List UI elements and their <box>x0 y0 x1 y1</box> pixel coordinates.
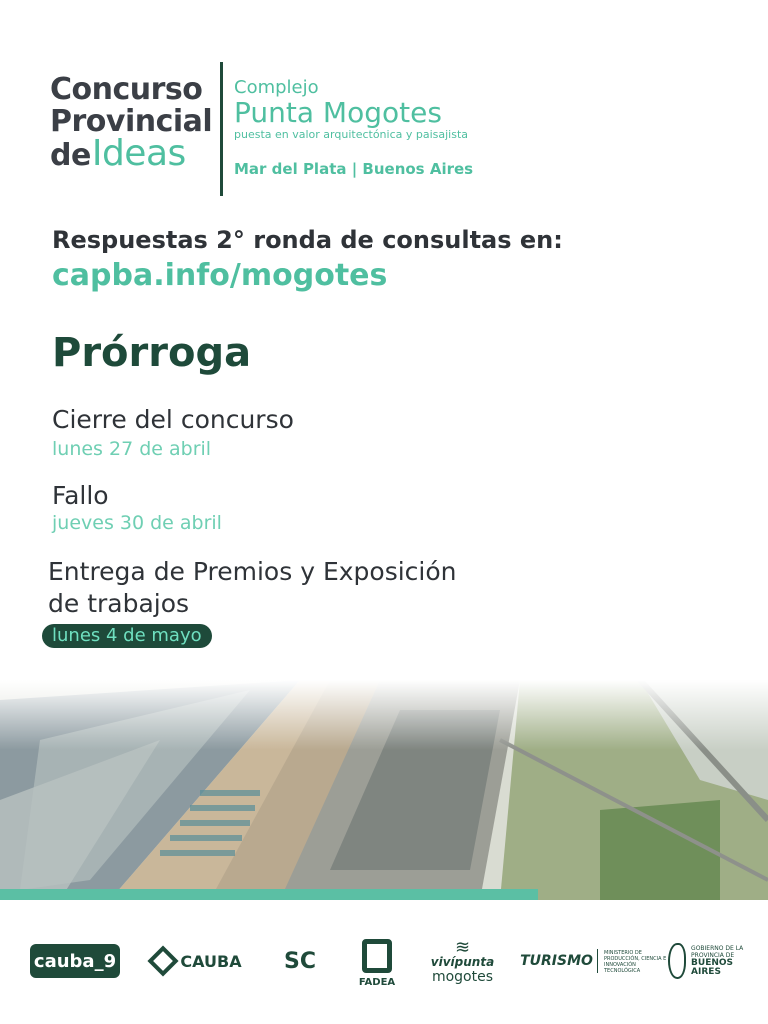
contest-header <box>50 60 510 200</box>
schedule-date-fallo: jueves 30 de abril <box>52 512 222 534</box>
title-concurso: Concurso <box>50 72 203 107</box>
gobierno-small-text: GOBIERNO DE LA PROVINCIA DE <box>691 945 744 959</box>
cauba-diamond-icon <box>148 945 179 976</box>
sponsor-logos <box>0 925 768 1005</box>
schedule-title-cierre: Cierre del concurso <box>52 405 294 434</box>
ministerio-logo: MINISTERIO DE PRODUCCIÓN, CIENCIA E INNOVACIÓN TECNOLÓGICA <box>604 950 667 974</box>
prorroga-heading: Prórroga <box>52 330 252 376</box>
gobierno-ba-text: BUENOS AIRES <box>691 958 734 977</box>
title-provincial: Provincial <box>50 104 213 139</box>
sc-logo: SC <box>284 948 316 974</box>
gobierno-buenos-aires-logo <box>668 939 748 983</box>
accent-bar <box>0 889 538 900</box>
fadea-logo-text: FADEA <box>358 976 396 988</box>
schedule-date-cierre: lunes 27 de abril <box>52 438 212 460</box>
fadea-emblem-icon <box>362 939 392 973</box>
schedule-date-entrega: lunes 4 de mayo <box>42 624 212 648</box>
vivi-logo-line2: mogotes <box>431 968 494 985</box>
vivi-logo-line1: vivípunta <box>430 954 495 969</box>
consultas-url-link[interactable]: capba.info/mogotes <box>52 258 388 293</box>
project-location: Mar del Plata | Buenos Aires <box>234 160 474 178</box>
cauba9-logo: cauba_9 <box>30 944 120 978</box>
cauba-logo-text: CAUBA <box>180 951 242 971</box>
title-ideas: Ideas <box>91 133 186 174</box>
turismo-logo: TURISMO <box>520 949 598 973</box>
title-de: de <box>50 138 91 173</box>
fadea-logo <box>352 933 402 993</box>
cauba-logo <box>152 941 242 981</box>
province-map-icon <box>668 943 686 979</box>
header-divider <box>220 62 223 196</box>
photo-fade-overlay <box>0 680 768 750</box>
consultas-label: Respuestas 2° ronda de consultas en: <box>52 226 563 254</box>
gobierno-text <box>691 945 748 977</box>
schedule-title-entrega-line1: Entrega de Premios y Exposición <box>48 557 457 586</box>
contest-title <box>50 74 220 172</box>
schedule-title-fallo: Fallo <box>52 481 109 510</box>
title-de-ideas <box>50 133 220 174</box>
project-subtitle: puesta en valor arquitectónica y paisajista <box>234 128 469 141</box>
schedule-title-entrega-line2: de trabajos <box>48 589 190 618</box>
project-name: Punta Mogotes <box>234 96 442 129</box>
wave-icon: ≋ <box>454 936 471 958</box>
vivi-punta-mogotes-logo <box>425 935 500 989</box>
project-info <box>234 78 514 178</box>
project-complejo: Complejo <box>234 77 319 98</box>
aerial-photo <box>0 680 768 900</box>
